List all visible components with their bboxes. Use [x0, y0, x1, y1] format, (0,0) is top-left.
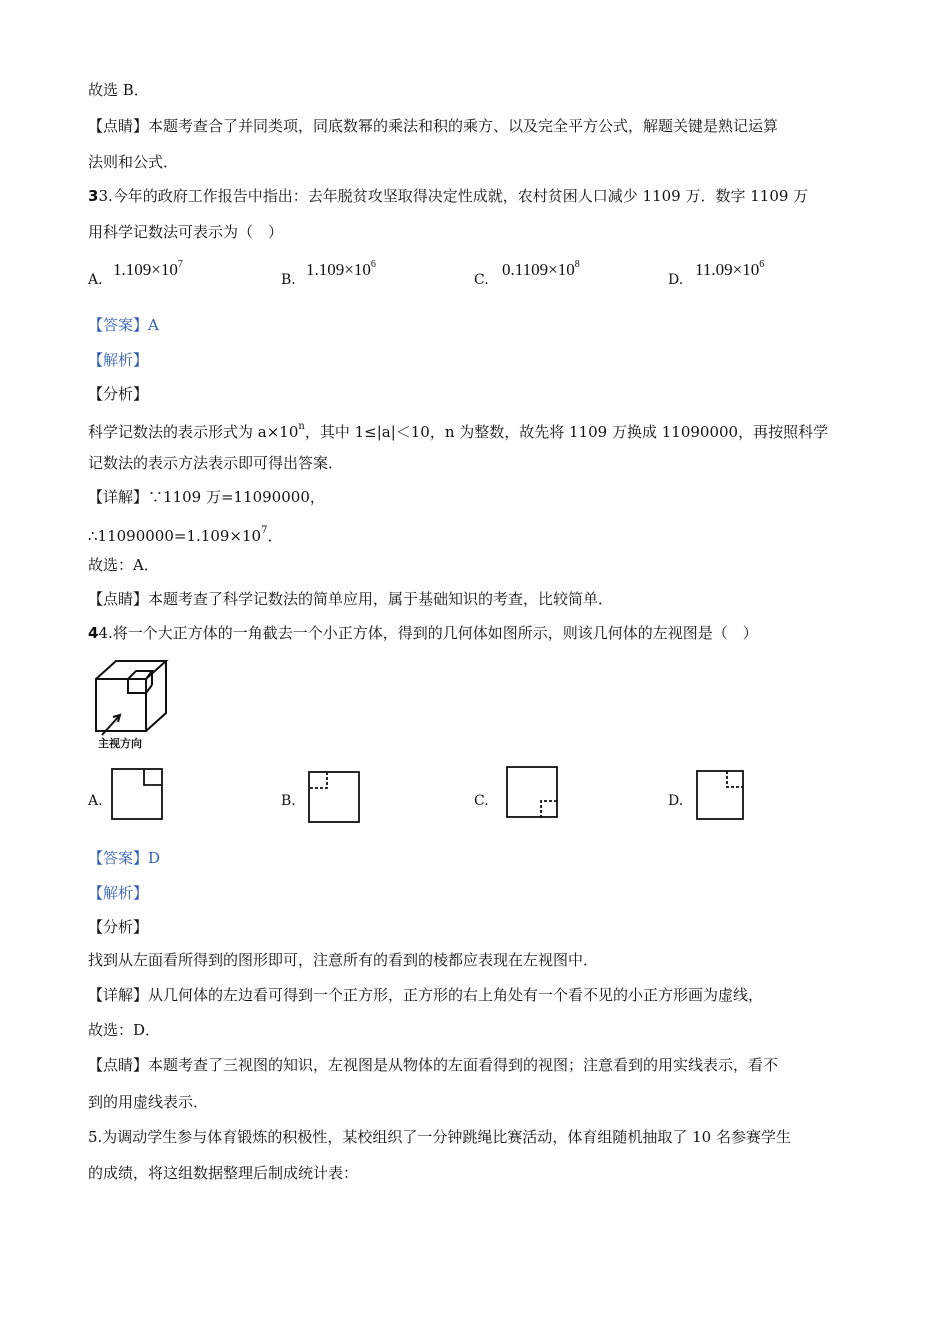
q3-detail: 【详解】∵1109 万=11090000， — [88, 488, 325, 506]
q4-comment: 到的用虚线表示． — [88, 1093, 209, 1111]
q3-analysis-heading: 【解析】 — [88, 351, 149, 369]
q3-comment: 【点睛】本题考查了科学记数法的简单应用，属于基础知识的考查，比较简单． — [88, 590, 614, 608]
q3-selection: 故选：A． — [88, 556, 159, 574]
question-3-stem: 33.今年的政府工作报告中指出：去年脱贫攻坚取得决定性成就，农村贫困人口减少 1109 万．数字 1109 万 — [88, 187, 809, 205]
q3-analysis-text: 科学记数法的表示形式为 $a\times 10^n$，其中 1≤|a|＜10，n 为整数，故先将 1109 万换成 11090000，再按照科学 — [88, 421, 829, 441]
option-b-square — [307, 770, 363, 826]
comment-line: 【点睛】本题考查合了并同类项，同底数幂的乘法和积的乘方、以及完全平方公式，解题关键是熟记运算 — [88, 117, 779, 135]
figure-caption: 主视方向 — [98, 737, 142, 750]
q3-answer: 【答案】A — [88, 316, 159, 334]
q4-analysis-heading: 【解析】 — [88, 884, 149, 902]
q4-detail: 【详解】从几何体的左边看可得到一个正方形，正方形的右上角处有一个看不见的小正方形画为虚线， — [88, 986, 764, 1004]
option-c-square — [505, 765, 561, 821]
q3-analysis-text: 记数法的表示方法表示即可得出答案． — [88, 454, 344, 472]
q4-answer: 【答案】D — [88, 849, 161, 867]
question-3-stem: 用科学记数法可表示为（ ） — [88, 223, 284, 241]
q3-detail: $\therefore 11090000=1.109\times 10^7$． — [88, 525, 283, 545]
conclusion-b: 故选 B． — [88, 81, 149, 99]
comment-line: 法则和公式． — [88, 153, 179, 171]
question-4-stem: 44.将一个大正方体的一角截去一个小正方体，得到的几何体如图所示，则该几何体的左视图是（ ） — [88, 624, 758, 642]
q4-selection: 故选：D． — [88, 1021, 161, 1039]
cube-figure — [86, 655, 178, 751]
q4-comment: 【点睛】本题考查了三视图的知识，左视图是从物体的左面看得到的视图；注意看到的用实线表示，看不 — [88, 1056, 779, 1074]
question-5-stem: 的成绩，将这组数据整理后制成统计表： — [88, 1164, 359, 1182]
option-d-square — [695, 769, 747, 823]
q4-fenxi-heading: 【分析】 — [88, 918, 149, 936]
option-a-square — [110, 767, 164, 823]
question-5-stem: 5.为调动学生参与体育锻炼的积极性，某校组织了一分钟跳绳比赛活动，体育组随机抽取了 10 名参赛学生 — [88, 1128, 791, 1146]
q4-analysis-text: 找到从左面看所得到的图形即可，注意所有的看到的棱都应表现在左视图中． — [88, 951, 599, 969]
q3-fenxi-heading: 【分析】 — [88, 385, 149, 403]
